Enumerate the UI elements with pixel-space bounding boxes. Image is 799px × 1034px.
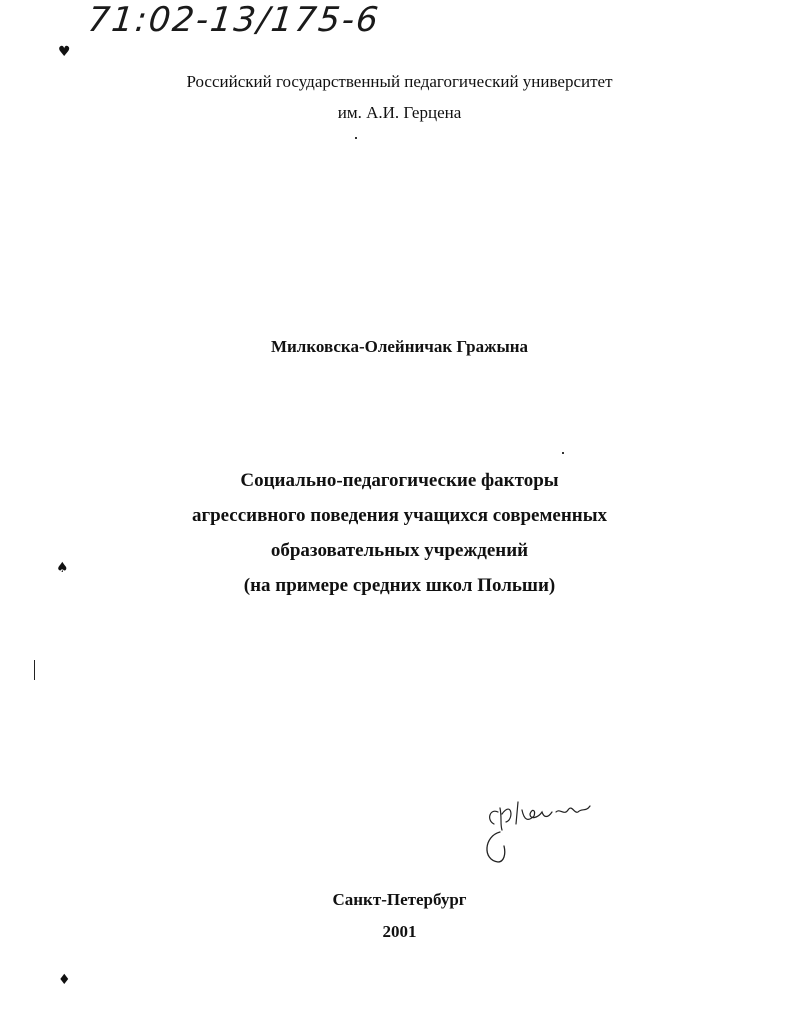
title-line: (на примере средних школ Польши): [243, 575, 556, 596]
author-signature: [478, 790, 598, 870]
margin-mark-icon: ♥: [58, 44, 71, 60]
archive-code-handwritten: 71:02-13/175-6: [85, 0, 382, 40]
university-name-honorific: им. А.И. Герцена: [337, 103, 462, 122]
scan-speck: [562, 452, 564, 454]
title-line: Социально-педагогические факторы: [240, 470, 559, 491]
margin-mark-icon: ♠: [56, 560, 69, 576]
scan-edge-mark: [34, 660, 35, 680]
title-line: образовательных учреждений: [270, 540, 529, 561]
author-name: Милковска-Олейничак Гражына: [270, 337, 529, 356]
university-name: Российский государственный педагогический университет: [186, 72, 613, 91]
publication-year: 2001: [382, 922, 417, 941]
margin-mark-icon: ♦: [58, 972, 71, 988]
publication-city: Санкт-Петербург: [332, 890, 467, 909]
title-line: агрессивного поведения учащихся современных: [191, 505, 608, 526]
scan-speck: [355, 137, 357, 139]
